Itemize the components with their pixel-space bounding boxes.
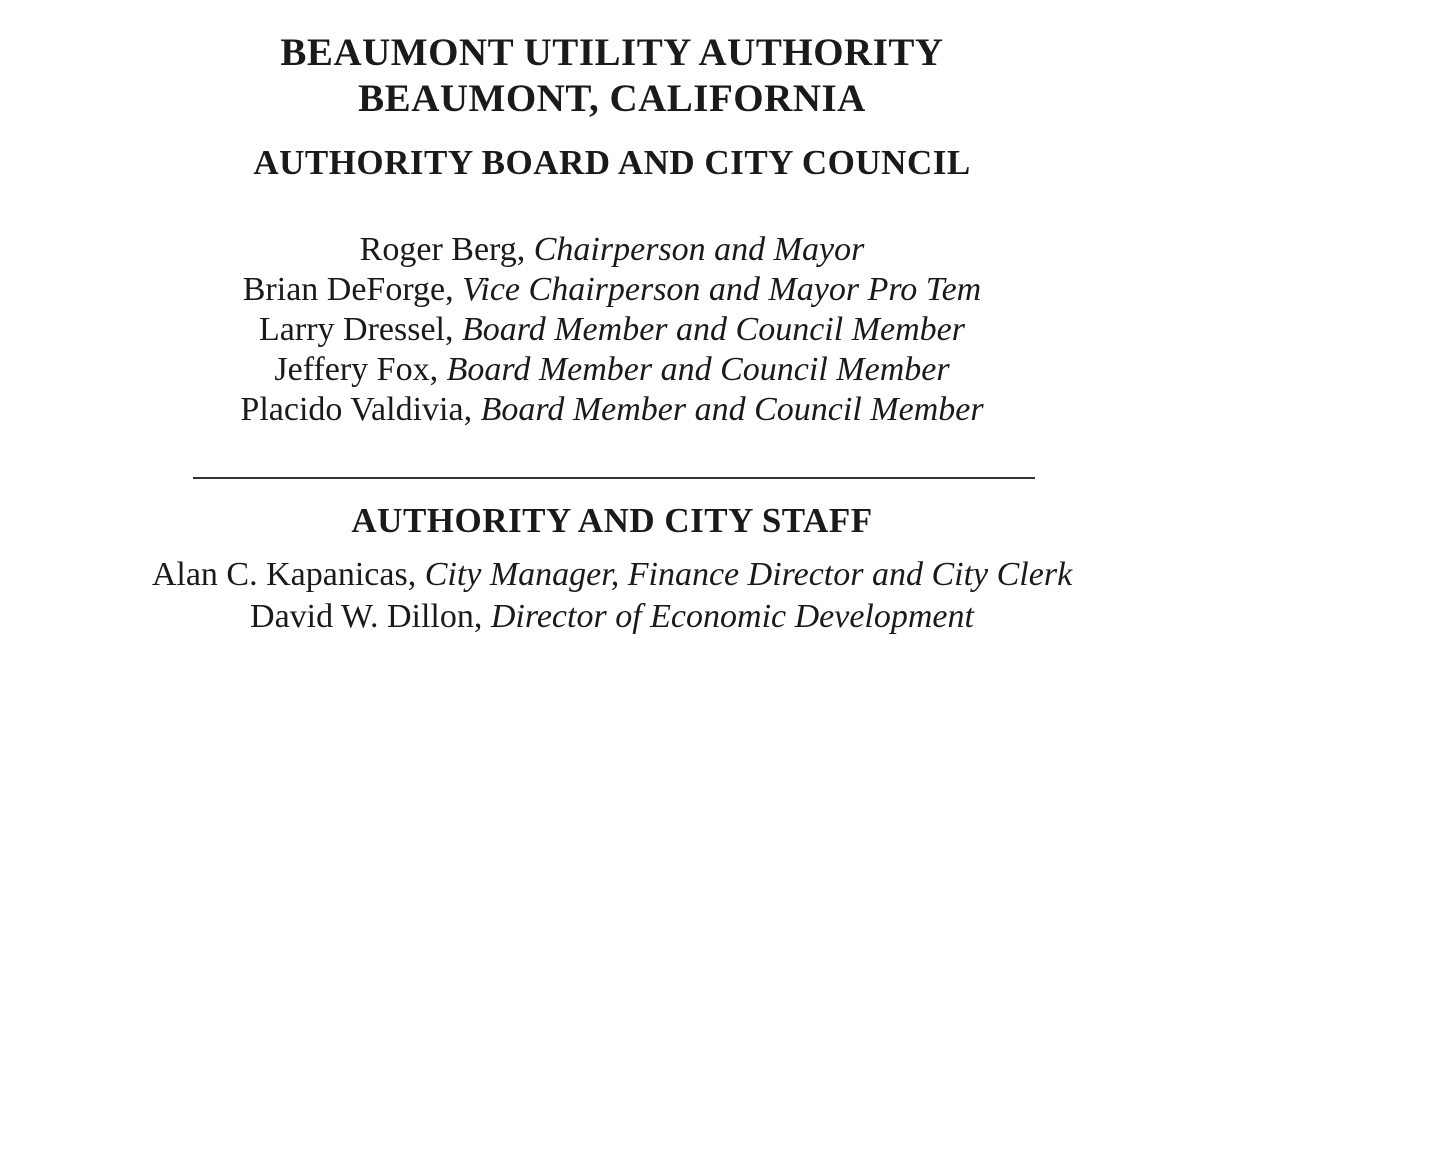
member-name: Placido Valdivia, xyxy=(240,391,481,428)
list-item xyxy=(0,270,1224,310)
list-item xyxy=(0,350,1224,390)
member-name: Jeffery Fox, xyxy=(274,351,447,388)
member-role: Board Member and Council Member xyxy=(462,311,965,348)
council-member-list xyxy=(0,230,1224,430)
staff-member-list xyxy=(0,554,1224,638)
member-name: Brian DeForge, xyxy=(242,271,463,308)
list-item xyxy=(0,554,1224,596)
member-role: Board Member and Council Member xyxy=(480,391,984,428)
list-item xyxy=(0,390,1224,430)
organization-title xyxy=(0,30,1224,122)
member-role: Vice Chairperson and Mayor Pro Tem xyxy=(462,271,982,308)
list-item xyxy=(0,596,1224,638)
member-name: David W. Dillon, xyxy=(250,598,491,635)
title-line-location: BEAUMONT, CALIFORNIA xyxy=(358,77,866,120)
member-role: Director of Economic Development xyxy=(490,598,974,635)
member-name: Larry Dressel, xyxy=(259,311,462,348)
list-item xyxy=(0,230,1224,270)
member-name: Roger Berg, xyxy=(359,231,534,268)
section-divider xyxy=(193,477,1035,479)
council-heading: AUTHORITY BOARD AND CITY COUNCIL xyxy=(253,143,971,182)
staff-heading: AUTHORITY AND CITY STAFF xyxy=(351,501,873,540)
member-name: Alan C. Kapanicas, xyxy=(151,556,425,593)
title-line-authority: BEAUMONT UTILITY AUTHORITY xyxy=(280,31,944,74)
list-item xyxy=(0,310,1224,350)
member-role: City Manager, Finance Director and City Clerk xyxy=(424,556,1073,593)
member-role: Chairperson and Mayor xyxy=(533,231,865,268)
member-role: Board Member and Council Member xyxy=(446,351,950,388)
